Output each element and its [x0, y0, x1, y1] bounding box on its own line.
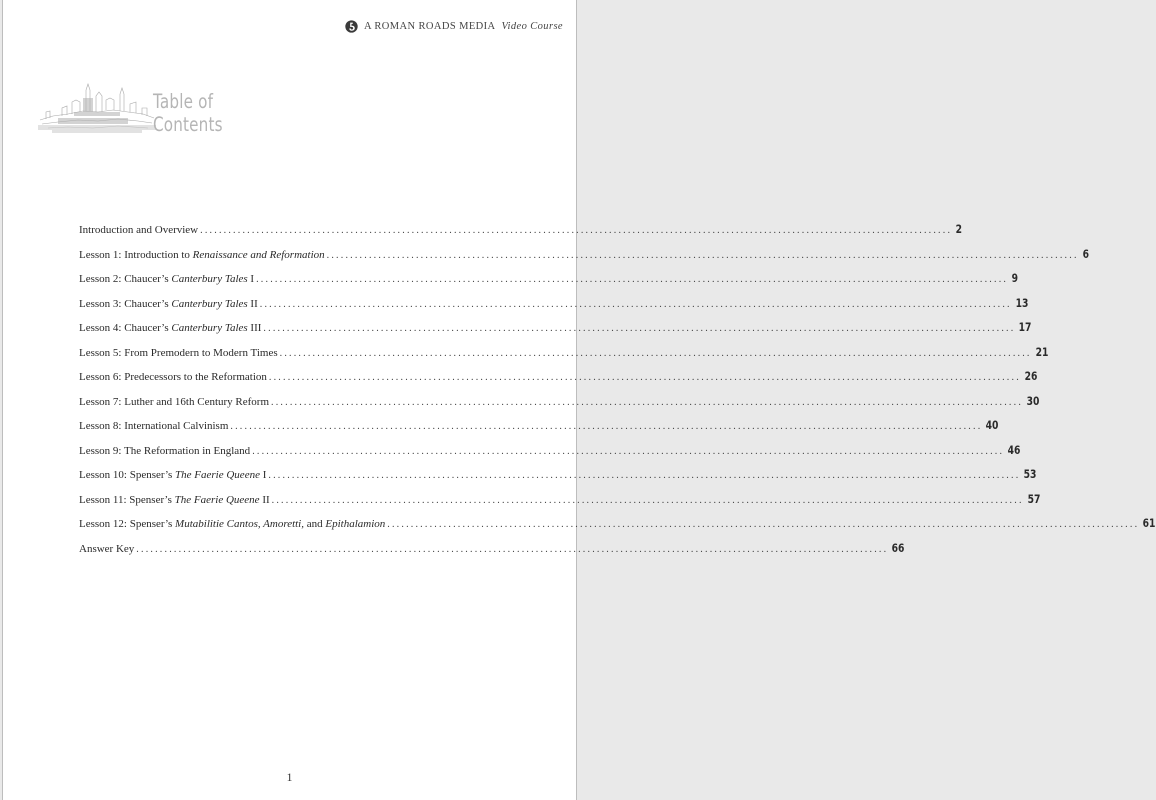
- title-line-2: Contents: [153, 113, 223, 136]
- dot-leader: ................................................................................................................................................................: [271, 494, 1024, 506]
- toc-entry-page-number: 46: [1007, 442, 1021, 457]
- title-line-1: Table of: [153, 90, 214, 113]
- toc-entry-page-number: 57: [1027, 491, 1041, 506]
- toc-entry: [79, 246, 1089, 272]
- toc-entry: [79, 222, 963, 247]
- toc-entry-page-number: 66: [891, 540, 905, 555]
- toc-entry-title: Lesson 6: Predecessors to the Reformation: [79, 371, 267, 383]
- page-header: [345, 20, 563, 33]
- toc-entry-page-number: 53: [1023, 467, 1037, 481]
- toc-entry-title: Lesson 8: International Calvinism: [79, 420, 229, 432]
- toc-entry-page-number: 13: [1015, 295, 1029, 310]
- toc-entry-page-number: 30: [1026, 393, 1040, 408]
- dot-leader: ................................................................................................................................................................: [326, 249, 1079, 261]
- dot-leader: ................................................................................................................................................................: [387, 519, 1140, 530]
- toc-entry: [79, 418, 999, 443]
- dot-leader: ................................................................................................................................................................: [271, 396, 1024, 408]
- toc-entry-page-number: 61: [1142, 516, 1156, 530]
- toc-entry: [79, 369, 1038, 394]
- toc-entry: [79, 295, 1029, 321]
- toc-entry: [79, 320, 1032, 345]
- toc-entry-title: Lesson 10: Spenser’s The Faerie Queene I: [79, 469, 267, 481]
- document-page: [2, 0, 1156, 800]
- dot-leader: ................................................................................................................................................................: [263, 323, 1016, 334]
- toc-entry: [79, 516, 1156, 541]
- series-name: Video Course: [501, 21, 563, 32]
- dot-leader: ................................................................................................................................................................: [259, 298, 1012, 310]
- toc-entry-title: Answer Key: [79, 542, 135, 555]
- roman-roads-logo-icon: [345, 20, 358, 33]
- toc-entry-title: Lesson 11: Spenser’s The Faerie Queene II: [79, 493, 270, 506]
- dot-leader: ................................................................................................................................................................: [200, 225, 953, 236]
- dot-leader: ................................................................................................................................................................: [252, 445, 1005, 457]
- table-of-contents: [79, 222, 1156, 565]
- toc-entry-title: Lesson 9: The Reformation in England: [79, 444, 251, 457]
- city-skyline-illustration: [38, 78, 156, 136]
- toc-entry-title: Lesson 7: Luther and 16th Century Reform: [79, 395, 270, 408]
- toc-entry-page-number: 40: [986, 418, 999, 432]
- toc-entry-page-number: 26: [1024, 369, 1038, 383]
- dot-leader: ................................................................................................................................................................: [256, 274, 1009, 285]
- toc-entry-page-number: 6: [1082, 246, 1089, 261]
- toc-entry: [79, 491, 1041, 517]
- page-title: [153, 90, 223, 136]
- toc-entry-title: Lesson 5: From Premodern to Modern Times: [79, 346, 278, 359]
- toc-entry: [79, 344, 1049, 370]
- toc-entry: [79, 467, 1037, 492]
- toc-entry: [79, 442, 1021, 468]
- toc-entry-title: Lesson 3: Chaucer’s Canterbury Tales II: [79, 297, 258, 310]
- toc-entry-title: Lesson 1: Introduction to Renaissance and Reformation: [79, 248, 325, 261]
- toc-entry-title: Lesson 12: Spenser’s Mutabilitie Cantos, Amoretti, and Epithalamion: [79, 518, 386, 530]
- page-number: 1: [286, 770, 293, 784]
- toc-entry: [79, 271, 1019, 296]
- dot-leader: ................................................................................................................................................................: [230, 421, 983, 432]
- dot-leader: ................................................................................................................................................................: [268, 372, 1021, 383]
- toc-entry-title: Lesson 2: Chaucer’s Canterbury Tales I: [79, 273, 255, 285]
- toc-entry-page-number: 21: [1035, 344, 1049, 359]
- toc-entry-page-number: 2: [955, 222, 963, 236]
- dot-leader: ................................................................................................................................................................: [136, 543, 889, 555]
- toc-entry-title: Introduction and Overview: [79, 224, 199, 236]
- dot-leader: ................................................................................................................................................................: [268, 470, 1021, 481]
- toc-entry: [79, 393, 1040, 419]
- toc-entry-page-number: 17: [1019, 320, 1032, 334]
- toc-entry-page-number: 9: [1011, 271, 1019, 285]
- publisher-name: A ROMAN ROADS MEDIA: [363, 21, 496, 32]
- toc-entry-title: Lesson 4: Chaucer’s Canterbury Tales III: [79, 322, 262, 334]
- toc-entry: [79, 540, 905, 566]
- dot-leader: ................................................................................................................................................................: [279, 347, 1032, 359]
